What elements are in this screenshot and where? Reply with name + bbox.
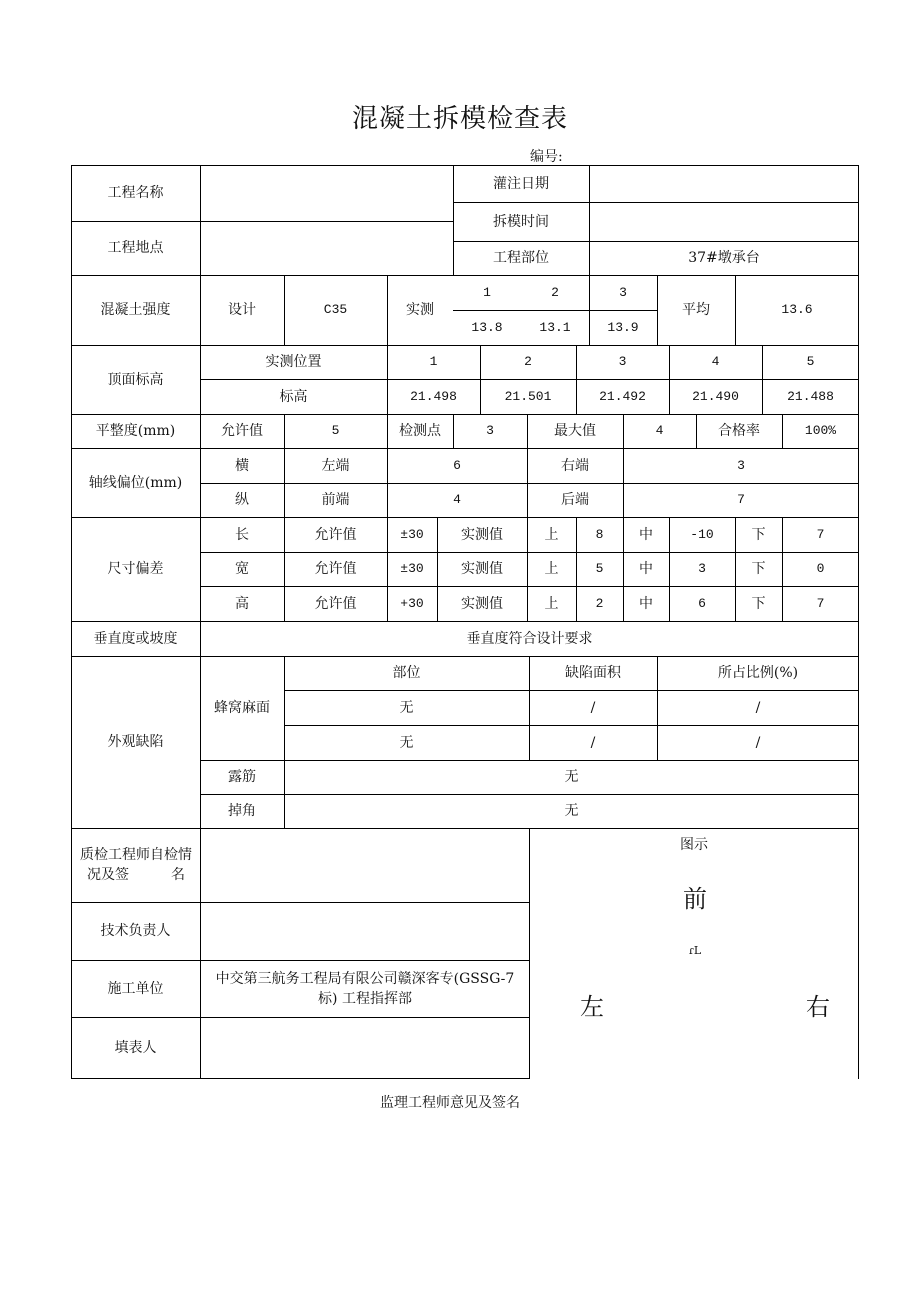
rebar-value: 无: [564, 769, 579, 785]
size-down-label: 下: [751, 595, 766, 612]
strength-index-1: 1: [483, 284, 491, 300]
axis-left-label: 左端: [321, 457, 350, 474]
diagram-title: 图示: [680, 837, 708, 853]
size-allow-value: ±30: [400, 526, 424, 542]
elevation-value-2: 21.501: [504, 388, 552, 404]
defect-part-value: 无: [399, 734, 414, 751]
elevation-position-3: 3: [618, 354, 627, 369]
strength-index-2: 2: [551, 284, 559, 300]
size-up-value: 2: [595, 595, 604, 611]
flatness-max-label: 最大值: [554, 423, 596, 439]
size-up-label: 上: [544, 595, 559, 612]
flatness-label: 平整度(mm): [95, 423, 176, 439]
size-allow-label: 允许值: [314, 595, 357, 612]
axis-right-label: 右端: [561, 457, 589, 474]
strength-label: 混凝土强度: [100, 302, 171, 318]
strength-average-label: 平均: [682, 302, 710, 318]
flatness-rate-value: 100%: [804, 423, 837, 438]
code-label: 编号:: [530, 149, 563, 165]
defect-ratio-value: /: [755, 734, 761, 751]
axis-front-label: 前端: [321, 492, 350, 508]
size-up-value: 5: [595, 561, 604, 576]
size-allow-value: +30: [400, 595, 424, 611]
elevation-value-1: 21.498: [410, 388, 457, 404]
project-part-value: 37#墩承台: [688, 250, 760, 266]
form-title: 混凝土拆模检查表: [351, 104, 568, 134]
strength-value-2: 13.1: [539, 319, 571, 335]
flatness-points-value: 3: [486, 423, 494, 438]
axis-back-label: 后端: [561, 492, 589, 508]
corner-label: 掉角: [228, 803, 256, 819]
construction-unit-value: 中交第三航务工程局有限公司赣深客专(GSSG-7标) 工程指挥部: [215, 970, 515, 1007]
strength-average-value: 13.6: [781, 302, 813, 317]
flatness-allow-label: 允许值: [221, 423, 263, 439]
axis-horizontal-label: 横: [235, 457, 249, 474]
elevation-label: 顶面标高: [107, 371, 164, 388]
size-measured-label: 实测值: [461, 526, 503, 543]
flatness-rate-label: 合格率: [718, 423, 760, 439]
inspection-form: [71, 165, 859, 1079]
construction-unit-label: 施工单位: [107, 980, 164, 997]
size-up-value: 8: [595, 526, 604, 542]
elevation-height-label: 标高: [279, 388, 308, 405]
axis-left-value: 6: [453, 457, 461, 473]
supervisor-label: 监理工程师意见及签名: [380, 1095, 520, 1111]
defect-ratio-value: /: [755, 699, 761, 716]
size-down-label: 下: [751, 561, 766, 577]
axis-right-value: 3: [737, 457, 745, 473]
project-name-label: 工程名称: [107, 185, 164, 201]
defect-ratio-header: 所占比例(%): [717, 665, 799, 681]
size-measured-label: 实测值: [461, 595, 503, 612]
size-down-value: 7: [816, 526, 825, 542]
size-dim-length: 长: [235, 526, 249, 543]
vertical-label: 垂直度或坡度: [93, 630, 178, 647]
size-down-label: 下: [751, 526, 766, 543]
axis-front-value: 4: [453, 492, 461, 507]
size-down-value: 7: [816, 595, 825, 611]
filler-label: 填表人: [114, 1039, 157, 1056]
corner-value: 无: [564, 803, 579, 819]
rebar-label: 露筋: [228, 769, 256, 785]
size-mid-value: 6: [698, 595, 706, 611]
elevation-position-5: 5: [806, 354, 815, 369]
size-dim-height: 高: [235, 595, 249, 612]
defect-part-header: 部位: [392, 665, 421, 681]
axis-label: 轴线偏位(mm): [88, 474, 183, 491]
axis-back-value: 7: [737, 492, 745, 507]
size-allow-label: 允许值: [314, 561, 357, 577]
diagram-mark: ɾL: [688, 944, 702, 957]
size-mid-value: 3: [698, 561, 706, 576]
strength-value-1: 13.8: [471, 319, 503, 335]
strength-index-3: 3: [619, 284, 627, 300]
size-allow-value: ±30: [400, 561, 424, 576]
vertical-value: 垂直度符合设计要求: [466, 630, 593, 647]
elevation-position-4: 4: [711, 354, 720, 369]
size-measured-label: 实测值: [461, 561, 503, 577]
diagram-front: 前: [683, 885, 707, 913]
elevation-value-3: 21.492: [599, 388, 646, 404]
diagram-right: 右: [806, 993, 830, 1021]
size-dim-width: 宽: [235, 561, 249, 577]
size-up-label: 上: [544, 526, 559, 543]
defect-area-header: 缺陷面积: [565, 665, 621, 681]
size-up-label: 上: [544, 561, 559, 577]
pour-date-label: 灌注日期: [493, 175, 549, 192]
defect-area-value: /: [590, 734, 596, 751]
size-label: 尺寸偏差: [107, 561, 164, 577]
qc-engineer-label: 质检工程师自检情况及签 名: [80, 847, 192, 883]
project-location-label: 工程地点: [107, 240, 164, 256]
size-mid-label: 中: [639, 595, 653, 612]
flatness-max-value: 4: [655, 423, 664, 438]
tech-lead-label: 技术负责人: [100, 923, 171, 939]
appearance-label: 外观缺陷: [107, 734, 164, 750]
size-allow-label: 允许值: [314, 526, 357, 543]
size-mid-label: 中: [639, 526, 653, 543]
strength-measured-label: 实测: [406, 302, 434, 318]
elevation-value-4: 21.490: [692, 388, 739, 404]
flatness-points-label: 检测点: [399, 423, 441, 439]
elevation-position-2: 2: [524, 354, 532, 369]
axis-vertical-label: 纵: [235, 492, 249, 508]
elevation-position-1: 1: [429, 354, 438, 369]
defect-part-value: 无: [399, 699, 414, 716]
diagram-left: 左: [580, 993, 604, 1021]
size-mid-value: -10: [690, 526, 714, 542]
strength-design-label: 设计: [228, 302, 256, 318]
strength-design-value: C35: [323, 302, 348, 317]
elevation-value-5: 21.488: [787, 388, 834, 404]
elevation-position-label: 实测位置: [265, 354, 322, 370]
honeycomb-label: 蜂窝麻面: [214, 700, 270, 716]
demold-time-label: 拆模时间: [493, 213, 549, 230]
size-down-value: 0: [816, 561, 825, 576]
project-part-label: 工程部位: [493, 250, 549, 266]
defect-area-value: /: [590, 699, 596, 716]
strength-value-3: 13.9: [607, 319, 639, 335]
size-mid-label: 中: [639, 561, 653, 577]
flatness-allow-value: 5: [331, 423, 340, 438]
